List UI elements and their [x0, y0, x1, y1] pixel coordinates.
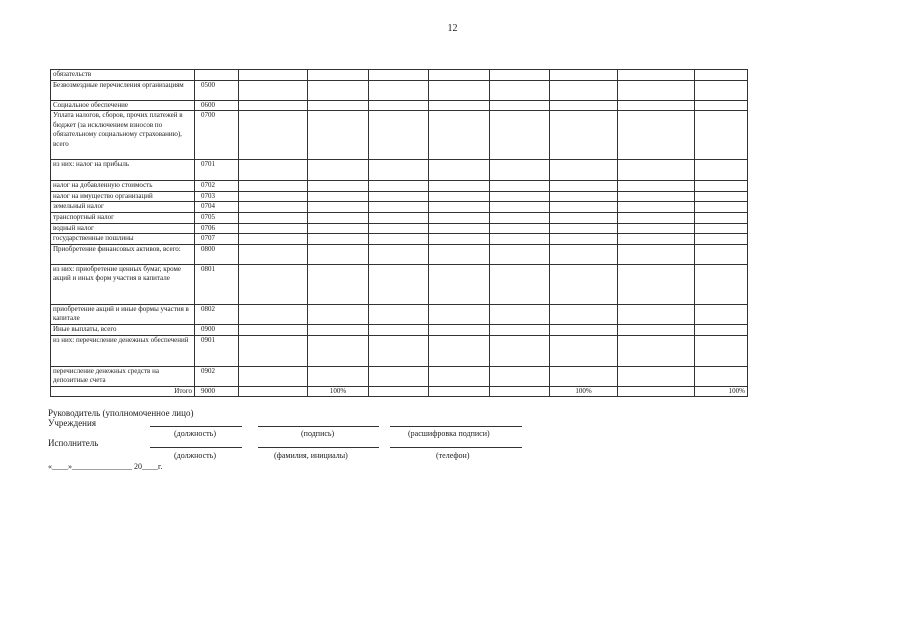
value-cell [490, 234, 550, 245]
row-label: Безвозмездные перечисления организациям [51, 80, 195, 100]
value-cell [550, 366, 618, 386]
total-code: 9000 [195, 386, 239, 397]
total-col9: 100% [695, 386, 748, 397]
row-label: земельный налог [51, 202, 195, 213]
value-cell [695, 335, 748, 366]
total-row [51, 386, 748, 397]
value-cell [369, 111, 429, 160]
value-cell [429, 70, 490, 81]
value-cell [239, 264, 308, 304]
value-cell [618, 80, 695, 100]
value-cell [239, 234, 308, 245]
row-label: Иные выплаты, всего [51, 324, 195, 335]
value-cell [550, 244, 618, 264]
row-code: 0703 [195, 191, 239, 202]
value-cell [369, 366, 429, 386]
value-cell [369, 304, 429, 324]
value-cell [239, 223, 308, 234]
value-cell [618, 244, 695, 264]
table-row [51, 304, 748, 324]
row-label: приобретение акций и иные формы участия в капитале [51, 304, 195, 324]
value-cell [429, 100, 490, 111]
value-cell [429, 324, 490, 335]
value-cell [618, 212, 695, 223]
table-row [51, 100, 748, 111]
value-cell [429, 264, 490, 304]
value-cell [308, 264, 369, 304]
row-label: водный налог [51, 223, 195, 234]
total-cell [239, 386, 308, 397]
value-cell [369, 181, 429, 192]
row-code: 0801 [195, 264, 239, 304]
exec-cap-name: (фамилия, инициалы) [274, 451, 348, 460]
value-cell [239, 324, 308, 335]
value-cell [618, 324, 695, 335]
row-label: Уплата налогов, сборов, прочих платежей в бюджет (за исключением взносов по обязательному социальному страхованию), всего [51, 111, 195, 160]
value-cell [239, 160, 308, 181]
total-col7: 100% [550, 386, 618, 397]
value-cell [369, 335, 429, 366]
value-cell [239, 80, 308, 100]
value-cell [308, 223, 369, 234]
head-decode-line [390, 426, 522, 427]
value-cell [550, 100, 618, 111]
value-cell [550, 160, 618, 181]
value-cell [618, 304, 695, 324]
row-code: 0800 [195, 244, 239, 264]
value-cell [618, 100, 695, 111]
value-cell [490, 191, 550, 202]
value-cell [429, 304, 490, 324]
row-code: 0802 [195, 304, 239, 324]
row-code: 0704 [195, 202, 239, 213]
value-cell [618, 223, 695, 234]
table-row [51, 366, 748, 386]
value-cell [239, 244, 308, 264]
value-cell [695, 80, 748, 100]
value-cell [239, 181, 308, 192]
value-cell [550, 191, 618, 202]
value-cell [490, 80, 550, 100]
value-cell [618, 234, 695, 245]
value-cell [429, 212, 490, 223]
value-cell [369, 324, 429, 335]
value-cell [239, 304, 308, 324]
row-label: перечисление денежных средств на депозитные счета [51, 366, 195, 386]
row-code: 0706 [195, 223, 239, 234]
value-cell [369, 202, 429, 213]
value-cell [490, 70, 550, 81]
row-code: 0902 [195, 366, 239, 386]
value-cell [429, 223, 490, 234]
row-code: 0500 [195, 80, 239, 100]
row-code: 0700 [195, 111, 239, 160]
value-cell [308, 234, 369, 245]
total-label: Итого [51, 386, 195, 397]
head-cap-position: (должность) [174, 429, 216, 438]
row-label: Социальное обеспечение [51, 100, 195, 111]
value-cell [550, 223, 618, 234]
value-cell [239, 70, 308, 81]
value-cell [429, 80, 490, 100]
value-cell [369, 160, 429, 181]
value-cell [695, 366, 748, 386]
value-cell [490, 264, 550, 304]
value-cell [695, 264, 748, 304]
value-cell [308, 181, 369, 192]
value-cell [490, 111, 550, 160]
value-cell [618, 335, 695, 366]
value-cell [308, 244, 369, 264]
row-label: из них: перечисление денежных обеспечений [51, 335, 195, 366]
table-row [51, 111, 748, 160]
page-number: 12 [447, 23, 458, 34]
value-cell [369, 70, 429, 81]
head-label-2: Учреждения [48, 418, 96, 428]
value-cell [308, 191, 369, 202]
value-cell [550, 70, 618, 81]
table-row [51, 181, 748, 192]
value-cell [490, 335, 550, 366]
value-cell [369, 223, 429, 234]
value-cell [695, 234, 748, 245]
value-cell [695, 212, 748, 223]
value-cell [239, 212, 308, 223]
value-cell [429, 335, 490, 366]
value-cell [618, 70, 695, 81]
value-cell [695, 244, 748, 264]
value-cell [550, 304, 618, 324]
value-cell [618, 181, 695, 192]
exec-cap-position: (должность) [174, 451, 216, 460]
row-code: 0705 [195, 212, 239, 223]
executor-label: Исполнитель [48, 438, 99, 448]
table-row [51, 335, 748, 366]
value-cell [695, 111, 748, 160]
value-cell [550, 234, 618, 245]
table-row [51, 191, 748, 202]
value-cell [369, 80, 429, 100]
value-cell [550, 212, 618, 223]
total-col3: 100% [308, 386, 369, 397]
value-cell [308, 212, 369, 223]
table-row [51, 234, 748, 245]
value-cell [550, 181, 618, 192]
value-cell [550, 264, 618, 304]
value-cell [308, 111, 369, 160]
row-code: 0600 [195, 100, 239, 111]
value-cell [308, 304, 369, 324]
value-cell [618, 264, 695, 304]
value-cell [490, 181, 550, 192]
table-row [51, 212, 748, 223]
value-cell [308, 100, 369, 111]
total-cell [429, 386, 490, 397]
exec-phone-line [390, 447, 522, 448]
row-code: 0702 [195, 181, 239, 192]
value-cell [490, 212, 550, 223]
value-cell [429, 234, 490, 245]
table-row [51, 202, 748, 213]
value-cell [239, 100, 308, 111]
value-cell [369, 264, 429, 304]
date-line: «____»_______________ 20____г. [48, 462, 163, 471]
row-code: 0701 [195, 160, 239, 181]
head-signature-line [258, 426, 379, 427]
value-cell [308, 202, 369, 213]
exec-position-line [150, 447, 242, 448]
value-cell [695, 100, 748, 111]
value-cell [490, 160, 550, 181]
value-cell [618, 366, 695, 386]
value-cell [429, 111, 490, 160]
row-code: 0901 [195, 335, 239, 366]
value-cell [490, 223, 550, 234]
row-label: государственные пошлины [51, 234, 195, 245]
total-cell [490, 386, 550, 397]
row-label: налог на добавленную стоимость [51, 181, 195, 192]
value-cell [239, 191, 308, 202]
value-cell [429, 202, 490, 213]
total-cell [369, 386, 429, 397]
financial-table [50, 69, 748, 397]
row-code: 0900 [195, 324, 239, 335]
value-cell [369, 244, 429, 264]
table-row [51, 70, 748, 81]
value-cell [695, 223, 748, 234]
value-cell [429, 366, 490, 386]
value-cell [695, 304, 748, 324]
value-cell [369, 234, 429, 245]
row-label: Приобретение финансовых активов, всего: [51, 244, 195, 264]
row-code: 0707 [195, 234, 239, 245]
value-cell [239, 335, 308, 366]
value-cell [429, 160, 490, 181]
value-cell [308, 324, 369, 335]
value-cell [490, 324, 550, 335]
row-label: из них: приобретение ценных бумаг, кроме акций и иных форм участия в капитале [51, 264, 195, 304]
exec-name-line [258, 447, 379, 448]
value-cell [695, 181, 748, 192]
head-label-1: Руководитель (уполномоченное лицо) [48, 408, 194, 418]
table-row [51, 264, 748, 304]
value-cell [369, 191, 429, 202]
row-label: обязательств [51, 70, 195, 81]
table-row [51, 160, 748, 181]
value-cell [550, 80, 618, 100]
value-cell [550, 335, 618, 366]
table-row [51, 324, 748, 335]
value-cell [695, 160, 748, 181]
value-cell [490, 366, 550, 386]
value-cell [490, 244, 550, 264]
value-cell [239, 202, 308, 213]
value-cell [695, 191, 748, 202]
value-cell [695, 324, 748, 335]
value-cell [239, 366, 308, 386]
value-cell [550, 111, 618, 160]
value-cell [239, 111, 308, 160]
value-cell [695, 202, 748, 213]
value-cell [618, 160, 695, 181]
value-cell [308, 80, 369, 100]
row-label: транспортный налог [51, 212, 195, 223]
value-cell [429, 181, 490, 192]
value-cell [490, 304, 550, 324]
table-row [51, 80, 748, 100]
value-cell [618, 111, 695, 160]
value-cell [490, 100, 550, 111]
total-cell [618, 386, 695, 397]
value-cell [490, 202, 550, 213]
value-cell [308, 366, 369, 386]
value-cell [369, 212, 429, 223]
value-cell [618, 191, 695, 202]
value-cell [618, 202, 695, 213]
table-row [51, 244, 748, 264]
value-cell [308, 70, 369, 81]
value-cell [369, 100, 429, 111]
row-label: налог на имущество организаций [51, 191, 195, 202]
row-label: из них: налог на прибыль [51, 160, 195, 181]
table-row [51, 223, 748, 234]
value-cell [308, 335, 369, 366]
value-cell [695, 70, 748, 81]
value-cell [429, 244, 490, 264]
value-cell [429, 191, 490, 202]
head-position-line [150, 426, 242, 427]
exec-cap-phone: (телефон) [436, 451, 470, 460]
head-cap-signature: (подпись) [301, 429, 335, 438]
row-code [195, 70, 239, 81]
head-cap-decode: (расшифровка подписи) [408, 429, 490, 438]
value-cell [308, 160, 369, 181]
value-cell [550, 324, 618, 335]
value-cell [550, 202, 618, 213]
